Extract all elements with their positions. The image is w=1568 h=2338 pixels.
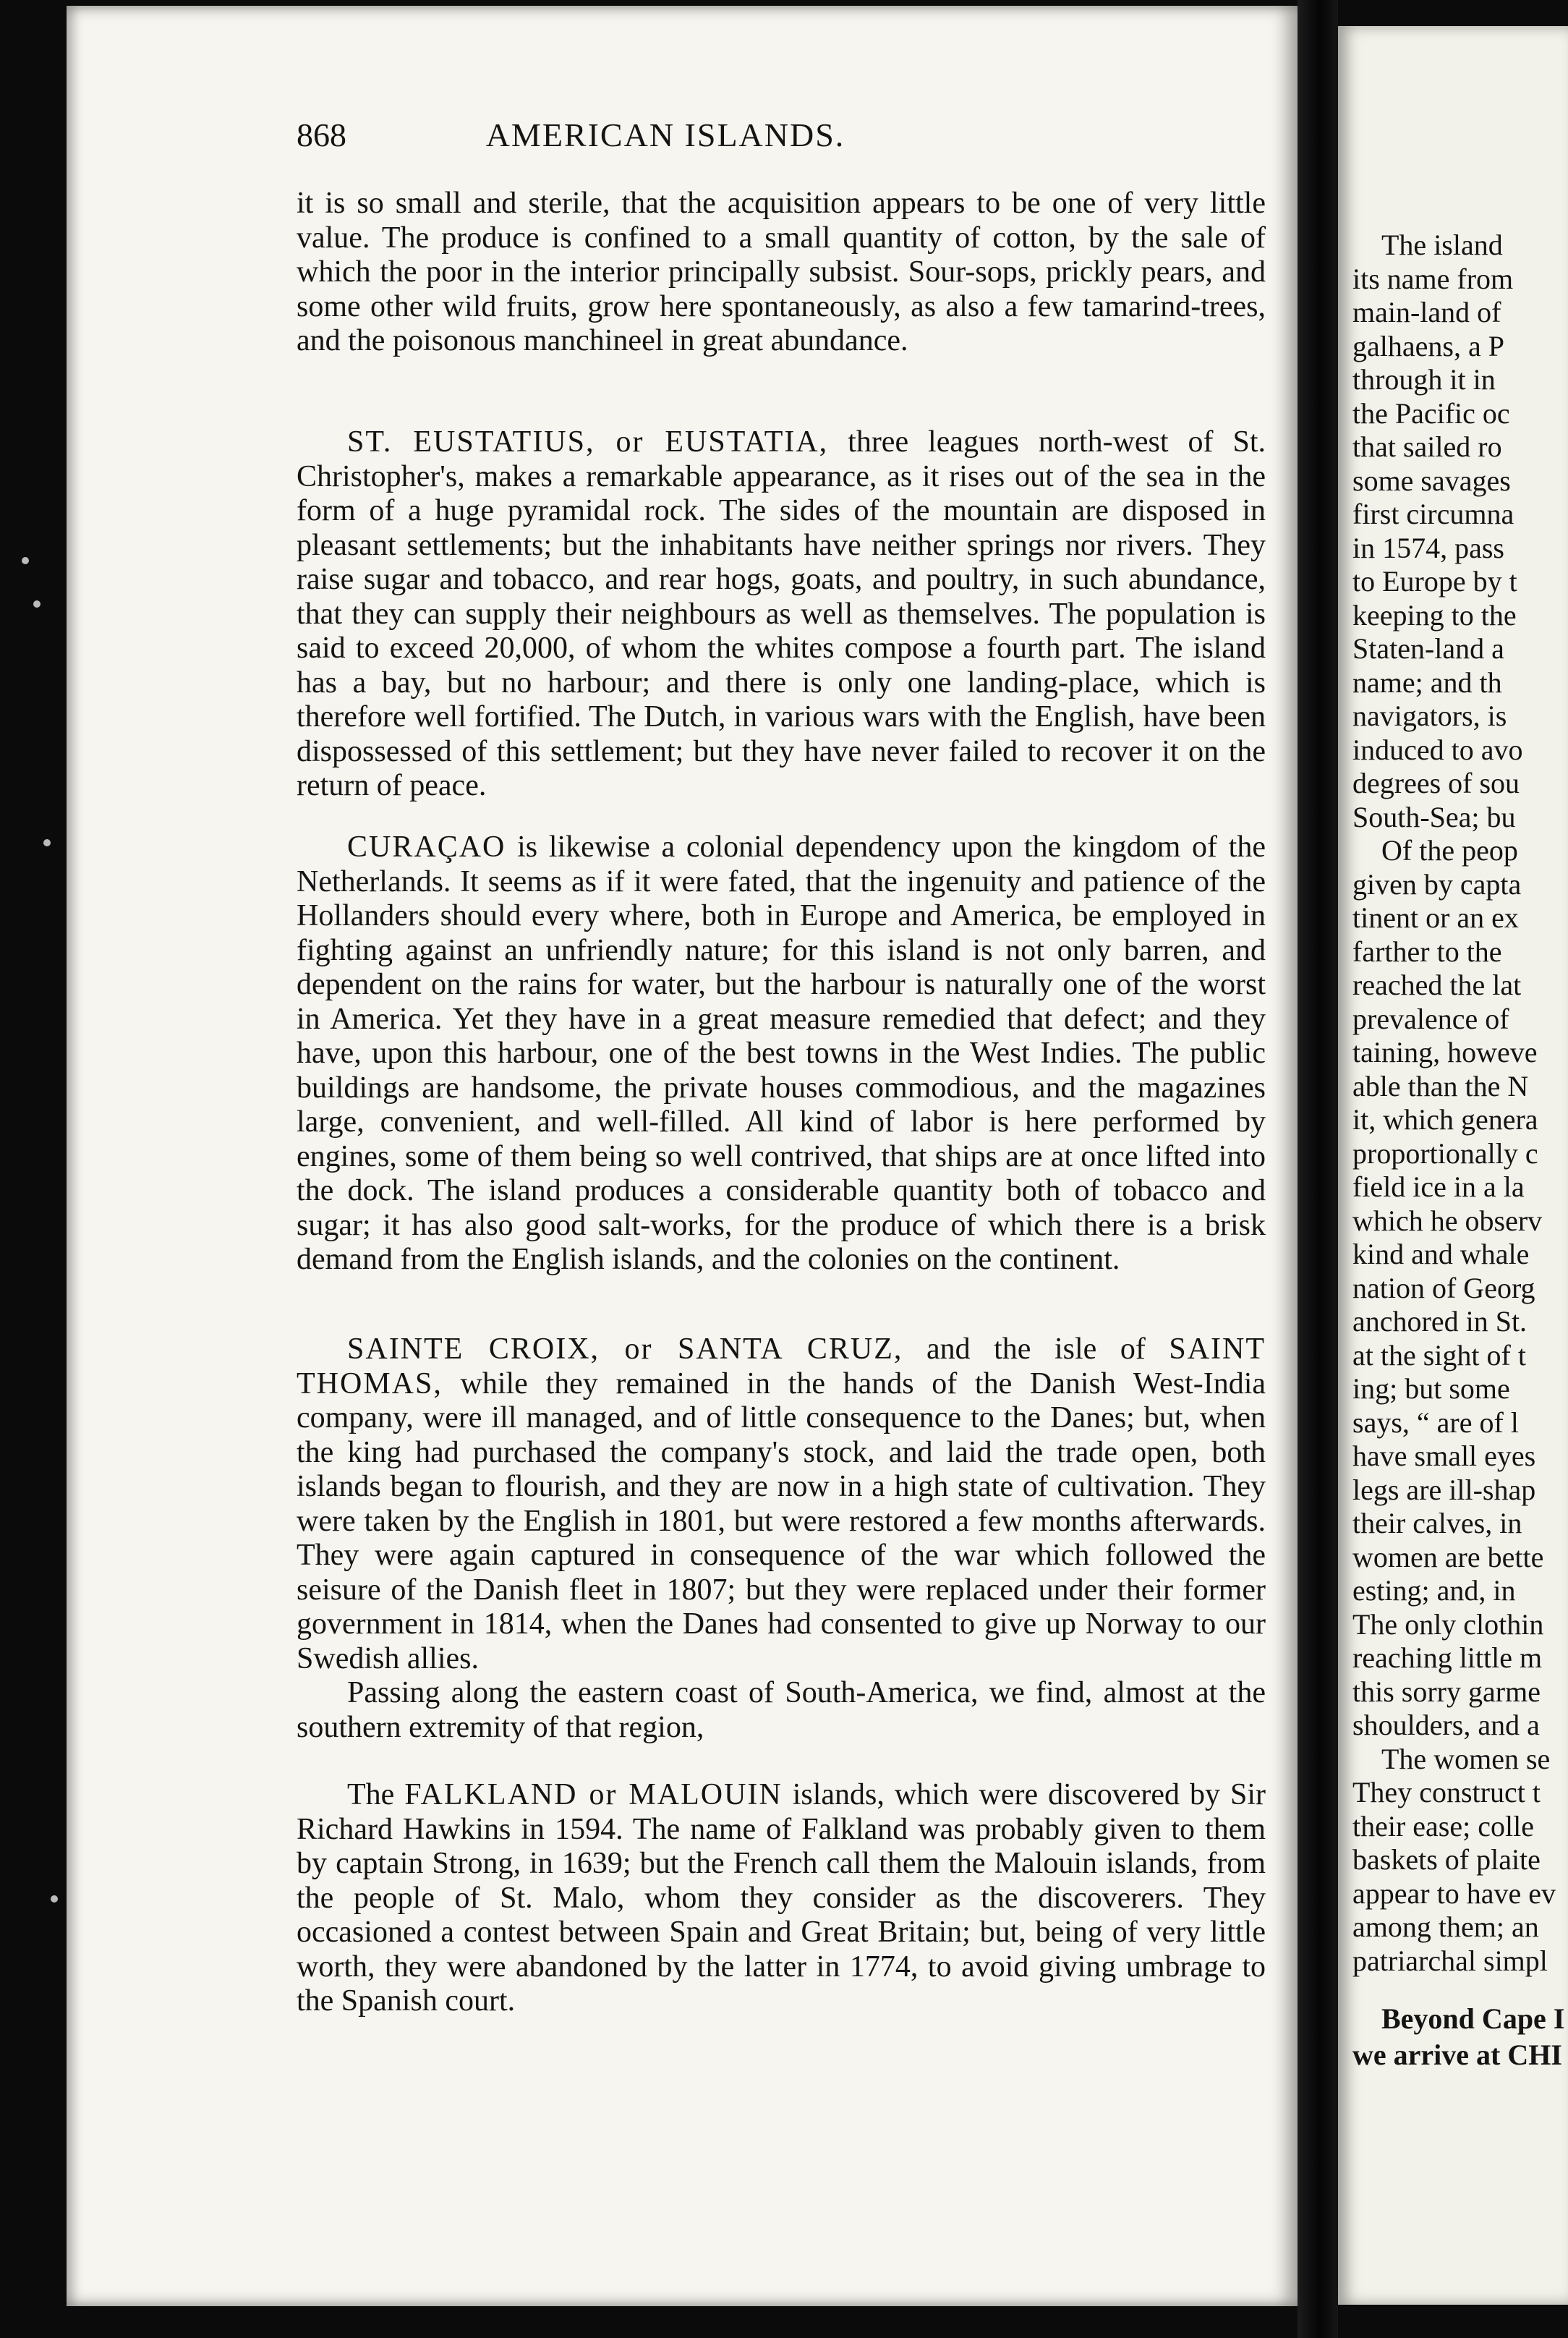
facing-line: induced to avo	[1352, 733, 1523, 766]
paragraph-text: three leagues north-west of St. Christopher's, makes a remarkable appearance, as it rises out of the sea in the form of a huge pyramidal rock. The sides of the mountain are disposed in pleasant settlements; but the inhabitants have neither springs nor rivers. They raise sugar and tobacco, and rear hogs, goats, and poultry, in such abundance, that they can supply their neighbours as well as themselves. The population is said to exceed 20,000, of whom the whites compose a fourth part. The island has a bay, but no harbour; and there is only one landing-place, which is therefore well fortified. The Dutch, in various wars with the English, have been dispossessed of this settlement; but they have never failed to recover it on the return of peace.	[297, 425, 1266, 802]
paragraph-barbuda-end	[297, 187, 1266, 359]
paragraph-text: Passing along the eastern coast of South-America, we find, almost at the southern extremity of that region,	[297, 1676, 1266, 1744]
margin-speck	[22, 557, 29, 564]
facing-line: degrees of sou	[1352, 767, 1520, 799]
facing-line: reached the lat	[1352, 969, 1522, 1001]
facing-line: taining, howeve	[1352, 1036, 1538, 1068]
facing-line: which he observ	[1352, 1204, 1543, 1237]
facing-line: Of the peop	[1381, 834, 1518, 867]
facing-line: legs are ill-shap	[1352, 1473, 1536, 1506]
facing-line: Staten-land a	[1352, 632, 1504, 665]
facing-line: main-land of	[1352, 296, 1501, 328]
facing-line: keeping to the	[1352, 598, 1517, 632]
facing-line: proportionally c	[1352, 1136, 1538, 1170]
paragraph-falkland	[297, 1778, 1266, 2019]
margin-speck	[51, 1895, 58, 1903]
facing-line: esting; and, in	[1352, 1574, 1516, 1607]
facing-page-text	[1352, 229, 1568, 1978]
facing-line: first circumna	[1352, 498, 1514, 530]
running-head	[297, 116, 1034, 159]
facing-line: that sailed ro	[1352, 430, 1502, 463]
facing-line: kind and whale	[1352, 1238, 1530, 1270]
facing-line: the Pacific oc	[1352, 396, 1510, 430]
facing-line: patriarchal simpl	[1352, 1944, 1548, 1977]
page-number: 868	[297, 116, 346, 153]
facing-line: tinent or an ex	[1352, 901, 1519, 934]
facing-line: given by capta	[1352, 867, 1522, 901]
facing-line: anchored in St.	[1352, 1305, 1527, 1338]
facing-line: women are bette	[1352, 1540, 1544, 1573]
paragraph-text: The	[347, 1778, 405, 1811]
facing-line: through it in	[1352, 363, 1496, 396]
facing-page-bottom	[1352, 2001, 1568, 2073]
facing-line: says, “ are of l	[1352, 1406, 1519, 1439]
facing-line: galhaens, a P	[1352, 329, 1504, 362]
facing-line: Beyond Cape I	[1381, 2002, 1565, 2035]
facing-line: prevalence of	[1352, 1002, 1509, 1035]
facing-line: we arrive at CHI	[1352, 2039, 1562, 2071]
facing-line: ing; but some	[1352, 1372, 1510, 1405]
paragraph-text: is likewise a colonial dependency upon the kingdom of the Netherlands. It seems as if it were fated, that the ingenuity and patience of the Hollanders should every where, both in Europe and America, be employed in fighting against an unfriendly nature; for this island is not only barren, and dependent on the rains for water, but the harbour is naturally one of the worst in America. Yet they have in a great measure remedied that defect; and they have, upon this harbour, one of the best towns in the West Indies. The public buildings are handsome, the private houses commodious, and the magazines large, convenient, and well-filled. All kind of labor is here performed by engines, some of them being so well contrived, that ships are at once lifted into the dock. The island produces a considerable quantity both of tobacco and sugar; it has also good salt-works, for the produce of which there is a brisk demand from the English islands, and the colonies on the continent.	[297, 830, 1266, 1276]
facing-line: shoulders, and a	[1352, 1709, 1540, 1741]
paragraph-heading: SAINT THOMAS,	[297, 1332, 1266, 1400]
facing-line: this sorry garme	[1352, 1675, 1541, 1708]
facing-line: name; and th	[1352, 666, 1502, 699]
facing-line: nation of Georg	[1352, 1271, 1535, 1304]
facing-line: They construct t	[1352, 1776, 1541, 1808]
facing-line: baskets of plaite	[1352, 1843, 1541, 1876]
facing-line: appear to have ev	[1352, 1876, 1556, 1910]
paragraph-heading: CURAÇAO	[347, 830, 506, 864]
facing-page	[1338, 26, 1568, 2305]
paragraph-sainte-croix	[297, 1332, 1266, 1745]
paragraph-text: while they remained in the hands of the Danish West-India company, were ill managed, and of little consequence to the Danes; but, when the king had purchased the company's stock, and laid the trade open, both islands began to flourish, and they are now in a high state of cultivation. They were taken by the English in 1801, but were restored a few months afterwards. They were again captured in consequence of the war which followed the seisure of the Danish fleet in 1807; but they were replaced under their former government in 1814, when the Danes had consented to give up Norway to our Swedish allies.	[297, 1366, 1266, 1675]
facing-line: farther to the	[1352, 935, 1502, 968]
paragraph-text: islands, which were discovered by Sir Richard Hawkins in 1594. The name of Falkland was probably given to them by captain Strong, in 1639; but the French call them the Malouin islands, from the people of St. Malo, whom they consider as the discoverers. They occasioned a contest between Spain and Great Britain; but, being of very little worth, they were abandoned by the latter in 1774, to avoid giving umbrage to the Spanish court.	[297, 1778, 1266, 2018]
paragraph-text: it is so small and sterile, that the acquisition appears to be one of very little value. The produce is confined to a small quantity of cotton, by the sale of which the poor in the interior principally subsist. Sour-sops, prickly pears, and some other wild fruits, grow here spontaneously, as also a few tamarind-trees, and the poisonous manchineel in great abundance.	[297, 187, 1266, 357]
facing-line: it, which genera	[1352, 1103, 1538, 1136]
facing-line: field ice in a la	[1352, 1170, 1525, 1203]
facing-line: some savages	[1352, 464, 1511, 497]
facing-line: The island	[1381, 229, 1503, 261]
page-title: AMERICAN ISLANDS.	[485, 116, 845, 153]
facing-line: among them; an	[1352, 1910, 1539, 1943]
book-gutter	[1298, 0, 1338, 2338]
paragraph-curacao	[297, 830, 1266, 1278]
facing-line: their ease; colle	[1352, 1809, 1534, 1842]
paragraph-heading: SAINTE CROIX, or SANTA CRUZ,	[347, 1332, 903, 1366]
facing-line: South-Sea; bu	[1352, 800, 1516, 833]
facing-line: reaching little m	[1352, 1641, 1543, 1674]
paragraph-heading: ST. EUSTATIUS, or EUSTATIA,	[347, 425, 829, 459]
facing-line: have small eyes	[1352, 1440, 1536, 1472]
facing-line: their calves, in	[1352, 1507, 1522, 1539]
margin-speck	[43, 839, 51, 846]
facing-line: in 1574, pass	[1352, 531, 1504, 564]
facing-line: to Europe by t	[1352, 565, 1517, 598]
facing-line: The only clothin	[1352, 1607, 1544, 1641]
facing-line: its name from	[1352, 262, 1514, 295]
facing-line: navigators, is	[1352, 700, 1507, 732]
paragraph-st-eustatius	[297, 425, 1266, 804]
facing-line: The women se	[1381, 1742, 1551, 1775]
paragraph-heading: FALKLAND or MALOUIN	[404, 1778, 783, 1811]
facing-line: able than the N	[1352, 1069, 1529, 1102]
paragraph-text: and the isle of	[903, 1332, 1169, 1366]
margin-speck	[33, 600, 41, 608]
facing-line: at the sight of t	[1352, 1338, 1526, 1372]
